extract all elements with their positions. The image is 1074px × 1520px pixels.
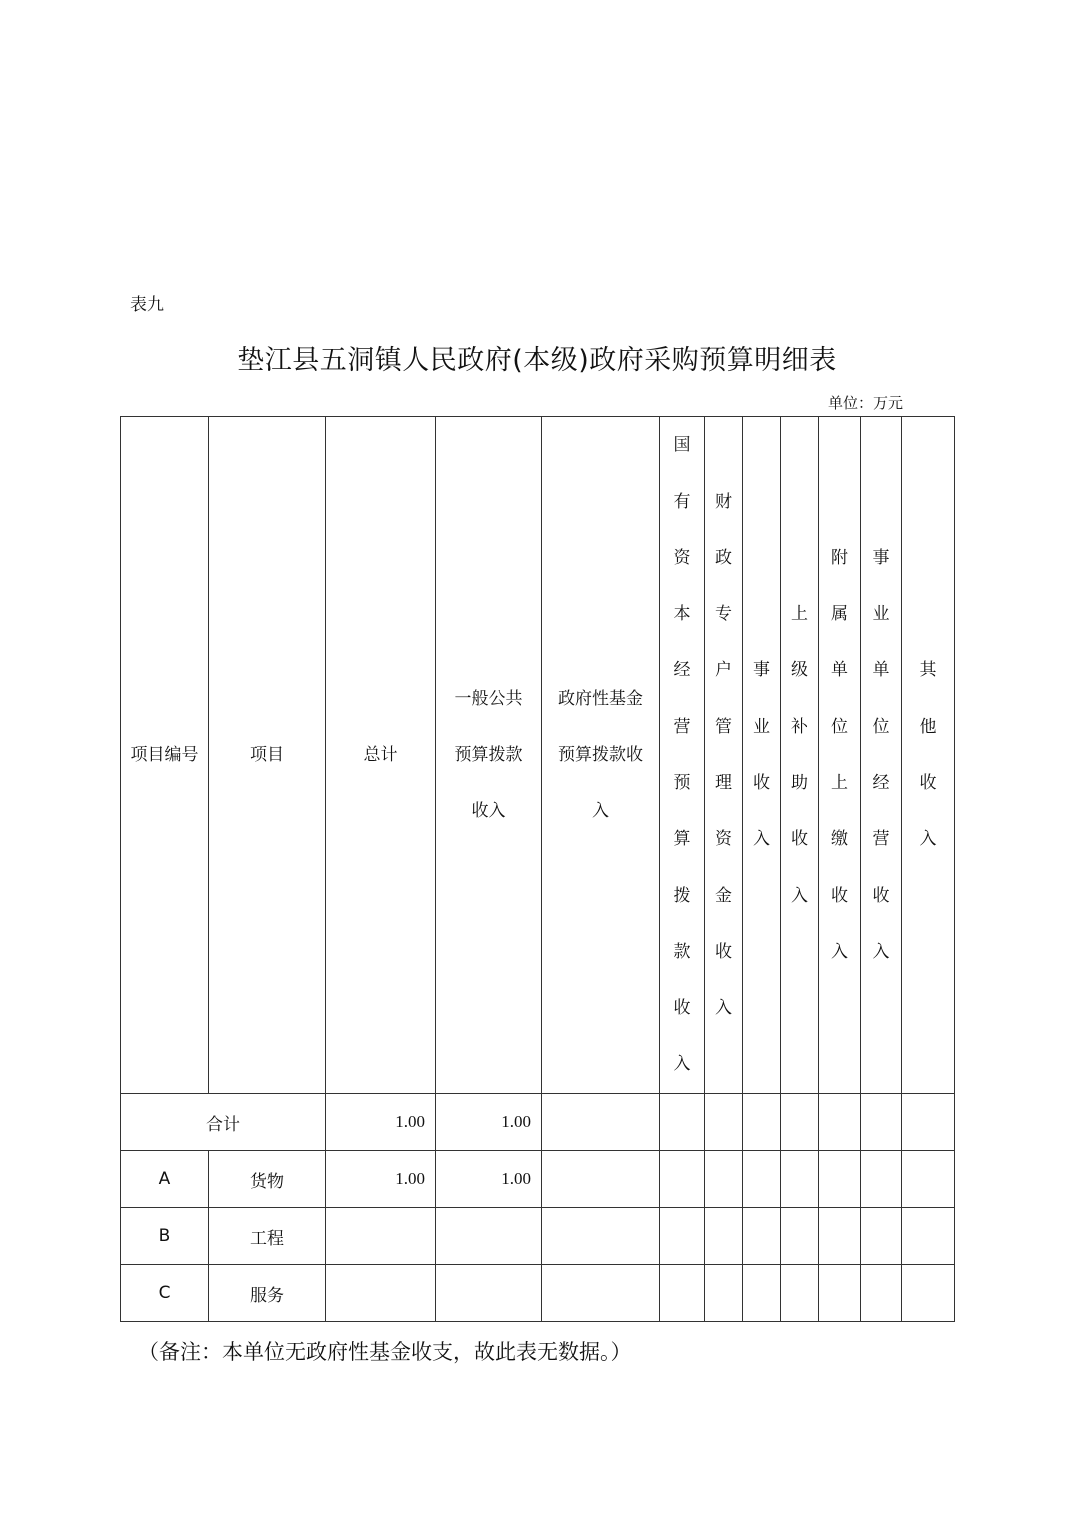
row-general-value: 1.00 xyxy=(436,1151,542,1208)
row-cell xyxy=(861,1265,902,1322)
procurement-budget-table xyxy=(120,416,955,1322)
table-number-label: 表九 xyxy=(130,295,164,315)
row-code: C xyxy=(121,1265,209,1322)
unit-label: 单位：万元 xyxy=(828,394,904,412)
row-total-value xyxy=(326,1208,436,1265)
header-code xyxy=(121,417,209,1094)
table-row xyxy=(121,1151,955,1208)
total-cell xyxy=(902,1094,955,1151)
total-cell xyxy=(861,1094,902,1151)
row-cell xyxy=(902,1151,955,1208)
row-cell xyxy=(743,1208,781,1265)
total-cell xyxy=(781,1094,819,1151)
header-total xyxy=(326,417,436,1094)
row-item: 工程 xyxy=(209,1208,326,1265)
row-cell xyxy=(743,1151,781,1208)
total-total-value: 1.00 xyxy=(326,1094,436,1151)
total-cell xyxy=(542,1094,660,1151)
document-title: 垫江县五洞镇人民政府(本级)政府采购预算明细表 xyxy=(237,345,837,376)
total-cell xyxy=(660,1094,705,1151)
row-code: A xyxy=(121,1151,209,1208)
row-cell xyxy=(743,1265,781,1322)
row-cell xyxy=(542,1208,660,1265)
header-affiliated xyxy=(819,417,861,1094)
header-gov-fund-text: 政府性基金预算拨款收入 xyxy=(558,688,643,822)
table-row xyxy=(121,1208,955,1265)
header-fiscal-account-text: 财政专户管理资金收入 xyxy=(715,491,732,1019)
row-cell xyxy=(861,1208,902,1265)
header-superior-subsidy-text: 上级补助收入 xyxy=(791,604,808,906)
footnote: （备注：本单位无政府性基金收支，故此表无数据。） xyxy=(138,1340,632,1364)
row-cell xyxy=(542,1151,660,1208)
header-state-capital-text: 国有资本经营预算拨款收入 xyxy=(673,435,691,1075)
row-cell xyxy=(902,1208,955,1265)
header-state-capital xyxy=(660,417,705,1094)
total-label: 合计 xyxy=(121,1094,326,1151)
header-business-text: 事业收入 xyxy=(753,660,770,850)
header-item xyxy=(209,417,326,1094)
header-operating xyxy=(861,417,902,1094)
row-cell xyxy=(781,1208,819,1265)
row-cell xyxy=(705,1208,743,1265)
header-code-text: 项目编号 xyxy=(130,745,199,765)
header-fiscal-account xyxy=(705,417,743,1094)
row-total-value xyxy=(326,1265,436,1322)
row-item: 服务 xyxy=(209,1265,326,1322)
total-general-value: 1.00 xyxy=(436,1094,542,1151)
total-cell xyxy=(743,1094,781,1151)
header-gov-fund xyxy=(542,417,660,1094)
table-row xyxy=(121,1265,955,1322)
row-general-value xyxy=(436,1265,542,1322)
row-cell xyxy=(781,1265,819,1322)
row-cell xyxy=(705,1151,743,1208)
header-total-text: 总计 xyxy=(363,745,398,765)
row-cell xyxy=(819,1208,861,1265)
total-row xyxy=(121,1094,955,1151)
header-item-text: 项目 xyxy=(250,745,284,765)
total-cell xyxy=(705,1094,743,1151)
row-cell xyxy=(660,1208,705,1265)
header-other xyxy=(902,417,955,1094)
row-cell xyxy=(902,1265,955,1322)
row-total-value: 1.00 xyxy=(326,1151,436,1208)
header-general-text: 一般公共预算拨款收入 xyxy=(454,688,523,822)
row-cell xyxy=(819,1151,861,1208)
row-cell xyxy=(819,1265,861,1322)
row-cell xyxy=(705,1265,743,1322)
row-cell xyxy=(660,1151,705,1208)
row-item: 货物 xyxy=(209,1151,326,1208)
header-affiliated-text: 附属单位上缴收入 xyxy=(831,547,848,962)
row-code: B xyxy=(121,1208,209,1265)
row-general-value xyxy=(436,1208,542,1265)
row-cell xyxy=(542,1265,660,1322)
header-operating-text: 事业单位经营收入 xyxy=(872,547,890,962)
header-superior-subsidy xyxy=(781,417,819,1094)
header-business xyxy=(743,417,781,1094)
header-other-text: 其他收入 xyxy=(919,660,937,850)
row-cell xyxy=(861,1151,902,1208)
header-row xyxy=(121,417,955,1094)
row-cell xyxy=(660,1265,705,1322)
header-general xyxy=(436,417,542,1094)
row-cell xyxy=(781,1151,819,1208)
total-cell xyxy=(819,1094,861,1151)
